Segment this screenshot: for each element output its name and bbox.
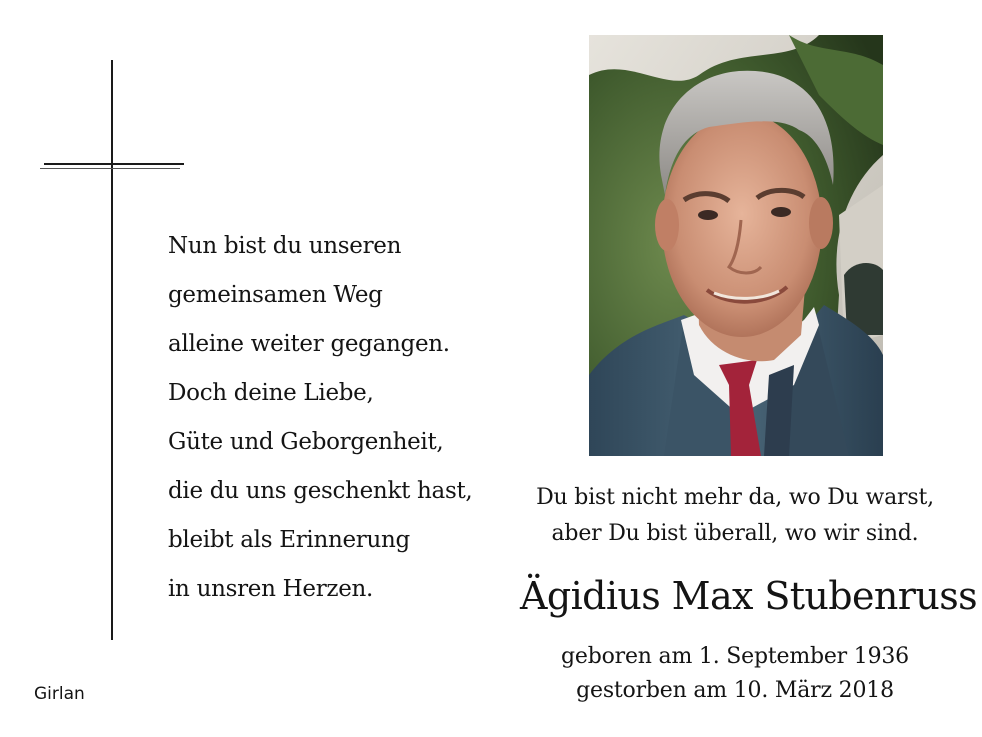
cross-bar-shadow	[40, 168, 180, 169]
poem-line: bleibt als Erinnerung	[168, 527, 410, 553]
deceased-name: Ägidius Max Stubenruss	[520, 574, 978, 618]
life-dates	[520, 640, 950, 708]
poem-line: die du uns geschenkt hast,	[168, 478, 473, 504]
poem-line: Doch deine Liebe,	[168, 380, 374, 406]
place-name: Girlan	[34, 684, 85, 704]
portrait-photo	[589, 35, 883, 456]
poem-line: Güte und Geborgenheit,	[168, 429, 444, 455]
poem-line: gemeinsamen Weg	[168, 282, 383, 308]
quote-line: Du bist nicht mehr da, wo Du warst,	[536, 485, 934, 510]
birth-date: geboren am 1. September 1936	[561, 644, 909, 669]
quote	[520, 480, 950, 552]
poem-line: Nun bist du unseren	[168, 233, 402, 259]
cross-icon	[111, 60, 113, 640]
poem	[168, 222, 488, 614]
cross-bar	[44, 163, 184, 165]
quote-line: aber Du bist überall, wo wir sind.	[551, 521, 919, 546]
poem-line: alleine weiter gegangen.	[168, 331, 450, 357]
poem-line: in unsren Herzen.	[168, 576, 374, 602]
death-date: gestorben am 10. März 2018	[576, 678, 894, 703]
